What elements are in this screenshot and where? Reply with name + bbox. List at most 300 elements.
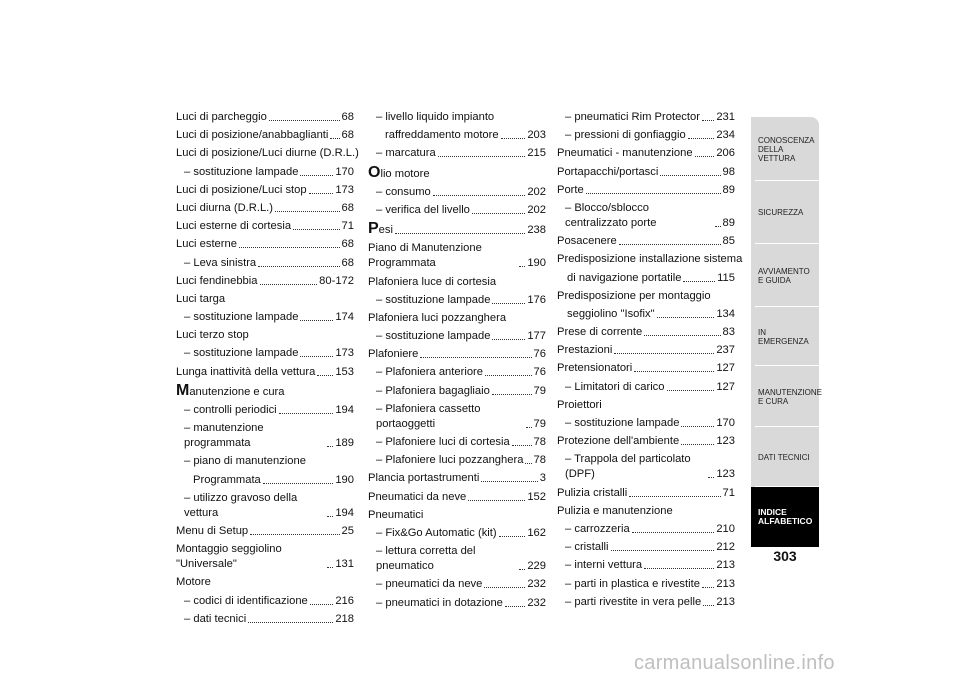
leader-dots	[248, 622, 333, 623]
leader-dots	[512, 445, 532, 446]
leader-dots	[702, 120, 714, 121]
index-entry	[368, 241, 546, 271]
index-heading	[176, 328, 354, 343]
leader-dots	[327, 446, 333, 447]
leader-dots	[660, 175, 720, 176]
leader-dots	[703, 605, 714, 606]
index-entry-text: – manutenzione programmata	[176, 421, 325, 451]
index-page-ref: 3	[539, 472, 546, 485]
section-tab-label: CONOSCENZA DELLA VETTURA	[758, 135, 815, 163]
index-heading	[368, 275, 546, 290]
section-tab-label: IN EMERGENZA	[758, 327, 809, 346]
section-tab-label: MANUTENZIONE E CURA	[758, 387, 822, 406]
index-page-ref: 206	[716, 147, 735, 160]
index-heading-text: Pulizia e manutenzione	[557, 504, 673, 517]
index-entry	[368, 365, 546, 380]
index-page-ref: 78	[533, 454, 546, 467]
index-entry-text: Luci fendinebbia	[176, 274, 258, 287]
leader-dots	[519, 266, 525, 267]
index-entry	[176, 421, 354, 451]
index-entry-text: Luci di posizione/Luci stop	[176, 183, 307, 196]
index-entry-text: Programmata	[193, 473, 261, 486]
index-heading	[557, 504, 735, 519]
index-entry	[557, 540, 735, 555]
leader-dots	[269, 120, 340, 121]
index-heading-text: Pneumatici	[368, 508, 424, 521]
leader-dots	[681, 444, 714, 445]
index-heading-text: – livello liquido impianto	[376, 111, 495, 123]
leader-dots	[310, 604, 334, 605]
index-entry-text: Posacenere	[557, 235, 617, 248]
index-entry-text: – sostituzione lampade	[368, 293, 490, 308]
index-entry-text: Plafoniere	[368, 348, 419, 361]
index-page-ref: 238	[527, 224, 546, 237]
leader-dots	[519, 569, 525, 570]
index-column-2	[368, 110, 546, 614]
leader-dots	[258, 266, 339, 267]
leader-dots	[619, 244, 721, 245]
section-tabs	[751, 117, 822, 547]
index-entry-text: – Leva sinistra	[176, 256, 256, 271]
leader-dots	[715, 226, 721, 227]
index-page-ref: 229	[527, 560, 546, 573]
leader-dots	[492, 303, 525, 304]
index-entry	[368, 203, 546, 218]
index-heading-text: Luci terzo stop	[176, 329, 249, 342]
index-letter-wrap	[176, 383, 285, 400]
leader-dots	[501, 138, 526, 139]
index-page-ref: 190	[527, 257, 546, 270]
index-entry	[176, 346, 354, 361]
index-entry	[368, 471, 546, 486]
index-page-ref: 237	[716, 344, 735, 357]
index-heading	[368, 508, 546, 523]
leader-dots	[611, 550, 715, 551]
section-tab[interactable]	[751, 181, 819, 244]
leader-dots	[614, 353, 714, 354]
index-entry-text: – cristalli	[557, 540, 609, 555]
leader-dots	[505, 606, 525, 607]
index-entry-text: Montaggio seggiolino "Universale"	[176, 543, 282, 571]
index-entry	[557, 434, 735, 449]
index-entry	[557, 361, 735, 376]
index-entry	[176, 219, 354, 234]
index-heading	[368, 311, 546, 326]
index-page-ref: 202	[527, 203, 546, 216]
index-page-ref: 123	[716, 435, 735, 448]
index-entry	[176, 110, 354, 125]
index-entry	[368, 435, 546, 450]
section-tab-label: DATI TECNICI	[758, 452, 810, 462]
index-entry	[368, 128, 546, 143]
leader-dots	[586, 193, 721, 194]
leader-dots	[468, 500, 525, 501]
leader-dots	[688, 138, 715, 139]
leader-dots	[395, 233, 525, 234]
index-entry-text: – pneumatici da neve	[368, 577, 482, 592]
index-initial-letter: O	[368, 163, 381, 181]
index-entry-text: Pneumatici da neve	[368, 490, 467, 503]
index-entry-text: Luci di parcheggio	[176, 111, 267, 123]
index-entry	[176, 256, 354, 271]
leader-dots	[239, 247, 340, 248]
leader-dots	[293, 229, 340, 230]
index-entry	[176, 542, 354, 572]
index-entry	[557, 486, 735, 501]
index-heading-text: Proiettori	[557, 398, 602, 411]
index-page-ref: 71	[722, 486, 735, 499]
index-page-ref: 232	[527, 578, 546, 591]
section-tab[interactable]	[751, 427, 819, 487]
index-page-ref: 215	[527, 147, 546, 160]
leader-dots	[525, 463, 531, 464]
index-page-ref: 134	[716, 307, 735, 320]
index-entry-text: Piano di Manutenzione Programmata	[368, 242, 482, 270]
index-letter-rest: anutenzione e cura	[189, 385, 285, 398]
index-entry-text: Pneumatici - manutenzione	[557, 147, 693, 160]
leader-dots	[683, 281, 715, 282]
index-entry-text: Plancia portastrumenti	[368, 472, 480, 485]
index-entry-text: Portapacchi/portasci	[557, 165, 659, 178]
index-entry	[557, 380, 735, 395]
index-entry	[557, 146, 735, 161]
index-entry-text: – lettura corretta del pneumatico	[368, 544, 517, 574]
index-column-1	[176, 110, 359, 630]
index-entry-text: – consumo	[368, 185, 431, 200]
index-initial-letter: M	[176, 381, 190, 399]
section-tab[interactable]	[751, 487, 819, 547]
index-heading	[557, 398, 735, 413]
index-entry-text: – parti rivestite in vera pelle	[557, 595, 701, 610]
index-entry-text: – Fix&Go Automatic (kit)	[368, 526, 497, 541]
index-page-ref: 76	[533, 348, 546, 361]
index-entry-text: – Plafoniera cassetto portaoggetti	[368, 402, 524, 432]
index-entry-text: Luci diurna (D.R.L.)	[176, 201, 273, 214]
leader-dots	[634, 371, 714, 372]
index-page-ref: 79	[533, 417, 546, 430]
index-page-ref: 68	[341, 256, 354, 269]
index-page-ref: 68	[341, 111, 354, 123]
leader-dots	[485, 375, 532, 376]
leader-dots	[327, 567, 333, 568]
leader-dots	[657, 317, 715, 318]
index-entry-text: – controlli periodici	[176, 403, 277, 418]
index-page-ref: 213	[716, 577, 735, 590]
index-heading	[176, 292, 354, 307]
index-page-ref: 232	[527, 596, 546, 609]
index-entry	[557, 201, 735, 231]
index-page-ref: 213	[716, 595, 735, 608]
index-heading-text: Predisposizione installazione sistema	[557, 253, 743, 266]
leader-dots	[300, 356, 333, 357]
leader-dots	[526, 427, 532, 428]
index-entry	[368, 293, 546, 308]
section-tab[interactable]	[751, 244, 819, 307]
index-entry-text: Pretensionatori	[557, 362, 633, 375]
index-entry-text: Luci esterne	[176, 238, 237, 251]
index-page-ref: 98	[722, 165, 735, 178]
index-entry	[368, 347, 546, 362]
index-entry-text: – pneumatici in dotazione	[368, 596, 503, 611]
index-page-ref: 89	[722, 216, 735, 229]
index-entry	[557, 522, 735, 537]
index-page-ref: 78	[533, 436, 546, 448]
index-page-ref: 71	[341, 220, 354, 233]
index-entry-text: Pulizia cristalli	[557, 486, 628, 499]
index-entry	[176, 524, 354, 539]
index-entry	[176, 237, 354, 252]
index-page-ref: 212	[716, 541, 735, 554]
index-entry-text: – Plafoniere luci di cortesia	[368, 435, 510, 450]
index-entry-text: Prese di corrente	[557, 326, 643, 339]
index-entry-text: di navigazione portatile	[567, 271, 682, 284]
index-heading	[176, 146, 359, 161]
index-entry-text: Luci esterne di cortesia	[176, 220, 292, 233]
index-entry-text: – parti in plastica e rivestite	[557, 577, 700, 592]
index-page-ref: 25	[341, 524, 354, 537]
section-tab[interactable]	[751, 366, 822, 427]
page-number: 303	[773, 548, 797, 564]
index-entry-text: – utilizzo gravoso della vettura	[176, 491, 325, 521]
index-page-ref: 218	[335, 612, 354, 625]
leader-dots	[275, 211, 340, 212]
index-entry-text: – pressioni di gonfiaggio	[557, 128, 686, 143]
index-entry-text: Lunga inattività della vettura	[176, 365, 316, 378]
index-entry	[557, 183, 735, 198]
index-entry	[176, 612, 354, 627]
index-initial-letter: P	[368, 220, 379, 238]
index-entry-text: – codici di identificazione	[176, 594, 308, 609]
section-tab[interactable]	[751, 117, 819, 181]
leader-dots	[499, 536, 526, 537]
index-entry	[176, 310, 354, 325]
index-entry-text: raffreddamento motore	[385, 129, 499, 142]
index-page-ref: 83	[722, 326, 735, 339]
index-entry	[176, 473, 354, 488]
index-entry	[176, 274, 354, 289]
index-entry-text: Porte	[557, 183, 584, 196]
leader-dots	[481, 481, 537, 482]
leader-dots	[420, 357, 531, 358]
index-entry	[368, 329, 546, 344]
index-entry-text: Protezione dell'ambiente	[557, 435, 680, 448]
index-entry	[176, 128, 354, 143]
index-entry-text: – sostituzione lampade	[176, 310, 298, 325]
index-entry-text: – Plafoniera anteriore	[368, 365, 483, 380]
index-entry	[557, 110, 735, 125]
leader-dots	[695, 156, 715, 157]
index-letter-rest: esi	[378, 224, 393, 237]
index-entry	[368, 402, 546, 432]
index-heading-text: Predisposizione per montaggio	[557, 289, 711, 302]
leader-dots	[484, 587, 525, 588]
index-entry-text: Menu di Setup	[176, 524, 249, 537]
index-letter-heading	[176, 383, 354, 400]
index-entry	[557, 558, 735, 573]
index-page-ref: 127	[716, 362, 735, 375]
index-entry	[368, 384, 546, 399]
index-entry	[557, 325, 735, 340]
index-page-ref: 189	[335, 437, 354, 450]
index-entry	[557, 595, 735, 610]
index-entry-text: – sostituzione lampade	[176, 346, 298, 361]
index-entry-text: Prestazioni	[557, 344, 613, 357]
index-page-ref: 177	[527, 330, 546, 343]
index-page-ref: 173	[335, 347, 354, 360]
index-heading	[557, 252, 743, 267]
watermark: carmanualsonline.info	[634, 652, 835, 674]
index-page-ref: 234	[716, 129, 735, 142]
index-page-ref: 162	[527, 526, 546, 539]
index-page-ref: 210	[716, 522, 735, 535]
leader-dots	[330, 138, 339, 139]
leader-dots	[644, 335, 720, 336]
index-page-ref: 153	[335, 365, 354, 378]
index-letter-wrap	[368, 221, 393, 238]
index-column-3	[557, 110, 743, 613]
index-page-ref: 76	[533, 366, 546, 379]
leader-dots	[492, 339, 525, 340]
index-heading-text: Luci di posizione/Luci diurne (D.R.L.)	[176, 147, 359, 160]
index-entry-text: – verifica del livello	[368, 203, 470, 218]
index-entry-text: Luci di posizione/anabbaglianti	[176, 129, 329, 142]
leader-dots	[708, 477, 714, 478]
index-entry-text: – Plafoniere luci pozzanghera	[368, 453, 523, 468]
index-entry-text: – sostituzione lampade	[176, 165, 298, 180]
index-entry	[557, 307, 735, 322]
index-entry	[176, 491, 354, 521]
index-entry	[368, 490, 546, 505]
leader-dots	[327, 516, 333, 517]
index-page-ref: 131	[335, 558, 354, 571]
index-page-ref: 115	[717, 271, 735, 284]
index-entry-text: – dati tecnici	[176, 612, 246, 627]
index-entry-text: – Blocco/sblocco centralizzato porte	[557, 201, 713, 231]
leader-dots	[702, 587, 714, 588]
leader-dots	[260, 284, 318, 285]
index-page-ref: 68	[341, 201, 354, 214]
index-letter-heading	[368, 165, 546, 182]
leader-dots	[438, 156, 526, 157]
index-page-ref: 123	[716, 468, 735, 481]
index-page-ref: 68	[341, 129, 354, 142]
index-entry	[368, 185, 546, 200]
index-entry	[176, 165, 354, 180]
index-entry	[557, 416, 735, 431]
index-entry	[368, 453, 546, 468]
index-page-ref: 190	[335, 473, 354, 486]
index-entry	[368, 526, 546, 541]
index-page-ref: 174	[335, 311, 354, 324]
index-entry-text: – sostituzione lampade	[368, 329, 490, 344]
leader-dots	[644, 568, 714, 569]
index-entry-text: – Limitatori di carico	[557, 380, 665, 395]
index-entry	[557, 577, 735, 592]
index-page-ref: 216	[335, 594, 354, 607]
index-entry-text: seggiolino "Isofix"	[567, 307, 655, 320]
leader-dots	[472, 213, 525, 214]
index-page-ref: 173	[335, 183, 354, 196]
leader-dots	[279, 413, 334, 414]
leader-dots	[681, 426, 714, 427]
index-heading-text: Motore	[176, 576, 211, 589]
index-entry	[368, 596, 546, 611]
index-entry	[176, 365, 354, 380]
section-tab-label: SICUREZZA	[758, 208, 804, 217]
index-heading	[557, 289, 735, 304]
index-page-ref: 194	[335, 404, 354, 416]
index-entry-text: – interni vettura	[557, 558, 642, 573]
index-entry	[557, 271, 735, 286]
leader-dots	[300, 320, 333, 321]
leader-dots	[250, 534, 339, 535]
index-page-ref: 202	[527, 185, 546, 198]
index-page-ref: 68	[341, 238, 354, 251]
index-entry-text: – Plafoniera bagagliaio	[368, 384, 490, 399]
index-entry-text: – pneumatici Rim Protector	[557, 110, 700, 125]
index-page-ref: 194	[335, 506, 354, 519]
index-page-ref: 152	[527, 490, 546, 503]
index-heading-text: Luci targa	[176, 292, 226, 305]
index-entry-text: – marcatura	[368, 146, 436, 161]
index-page-ref: 79	[533, 384, 546, 397]
index-entry	[368, 577, 546, 592]
index-entry	[176, 594, 354, 609]
index-entry-text: – Trappola del particolato (DPF)	[557, 452, 706, 482]
leader-dots	[629, 496, 720, 497]
index-page-ref: 170	[335, 165, 354, 178]
index-letter-rest: lio motore	[380, 167, 430, 180]
index-page-ref: 89	[722, 183, 735, 196]
leader-dots	[667, 390, 715, 391]
leader-dots	[632, 532, 715, 533]
index-entry	[368, 544, 546, 574]
leader-dots	[300, 175, 333, 176]
index-page-ref: 170	[716, 417, 735, 429]
index-entry-text: – sostituzione lampade	[557, 416, 679, 431]
index-page-ref: 80-172	[319, 274, 354, 287]
index-letter-heading	[368, 221, 546, 238]
index-entry	[557, 128, 735, 143]
leader-dots	[263, 483, 334, 484]
index-heading-text: Plafoniera luci pozzanghera	[368, 311, 507, 324]
index-page-ref: 85	[722, 235, 735, 248]
leader-dots	[309, 193, 334, 194]
index-heading	[176, 575, 354, 590]
index-heading	[176, 454, 354, 469]
section-tab-label: AVVIAMENTO E GUIDA	[758, 266, 810, 285]
index-heading	[368, 110, 546, 125]
section-tab-label: INDICE ALFABETICO	[758, 507, 813, 526]
index-heading-text: – piano di manutenzione	[184, 455, 306, 468]
index-page-ref: 213	[716, 559, 735, 572]
index-page-ref: 127	[716, 380, 735, 393]
index-page-ref: 203	[527, 129, 546, 142]
section-tab[interactable]	[751, 307, 819, 366]
index-entry	[176, 403, 354, 418]
index-page-ref: 231	[716, 111, 735, 123]
index-entry	[557, 165, 735, 180]
leader-dots	[492, 394, 532, 395]
index-entry	[557, 452, 735, 482]
index-page-ref: 176	[527, 293, 546, 306]
index-entry-text: – carrozzeria	[557, 522, 630, 537]
index-entry	[557, 234, 735, 249]
index-letter-wrap	[368, 165, 430, 182]
leader-dots	[317, 375, 333, 376]
index-entry	[176, 183, 354, 198]
index-entry	[557, 343, 735, 358]
